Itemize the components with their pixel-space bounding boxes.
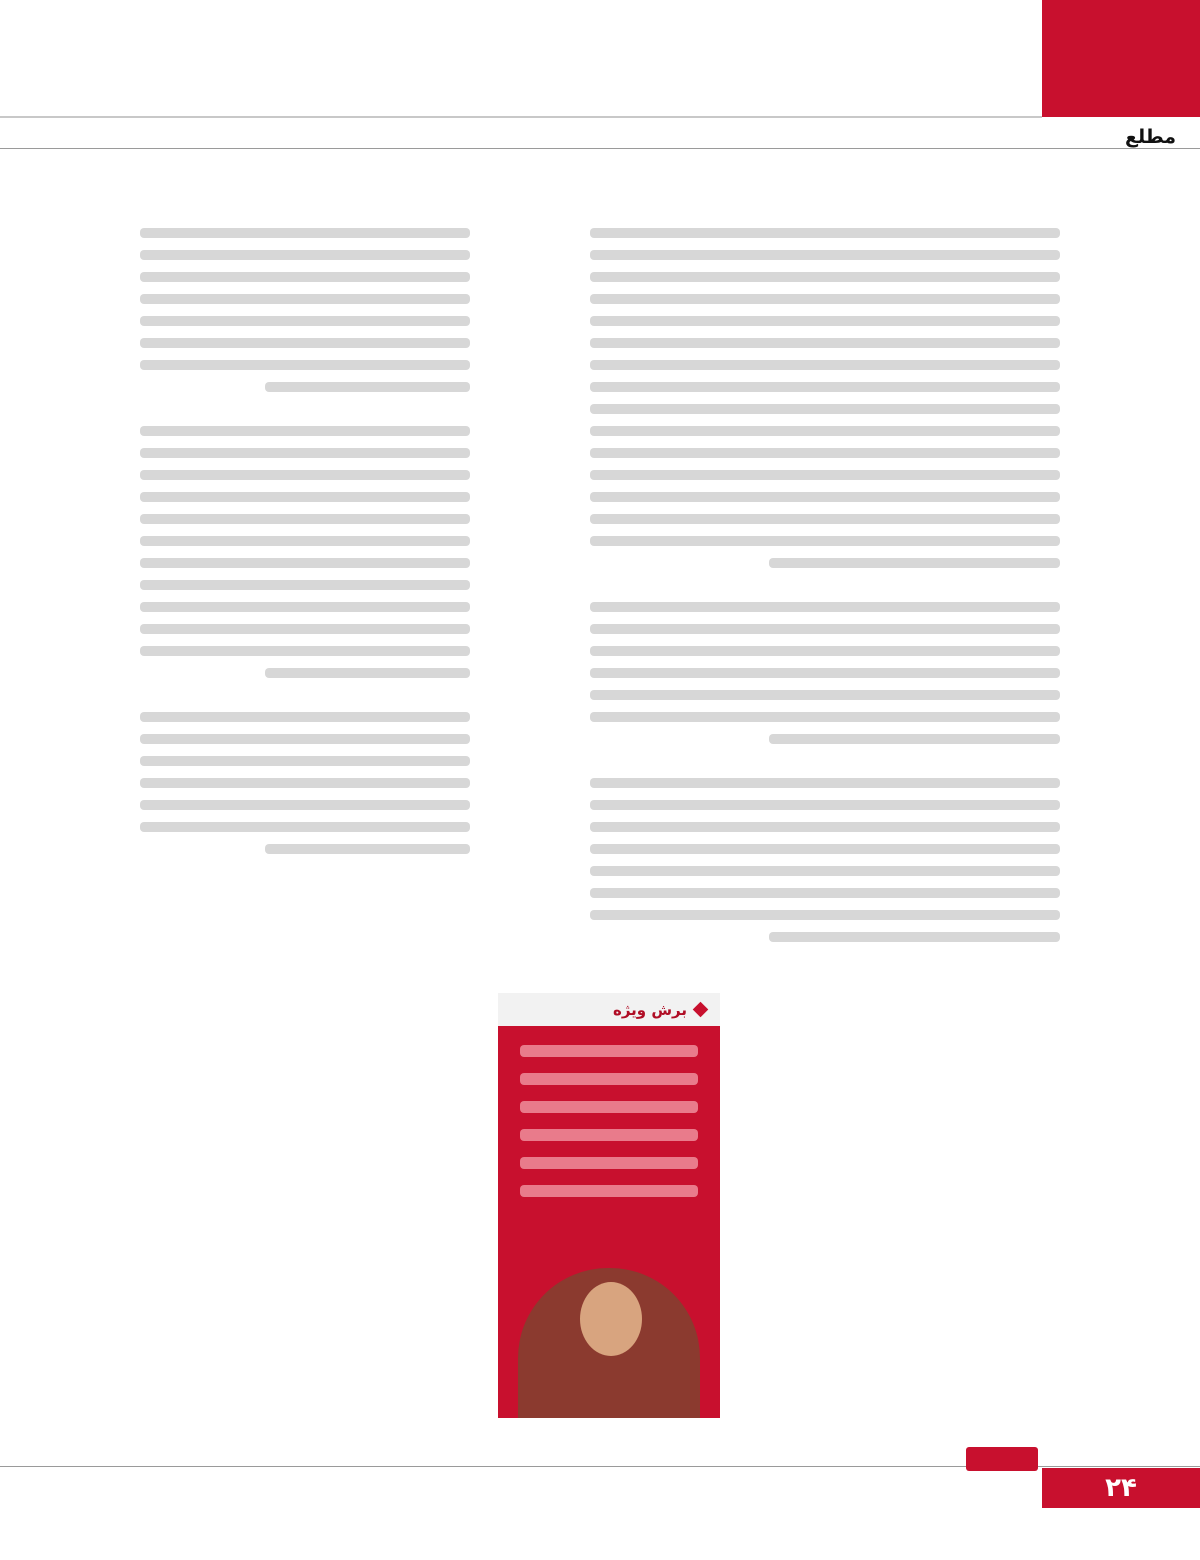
header-accent-block (1042, 0, 1200, 117)
section-divider (0, 148, 1200, 149)
pull-quote-box (498, 993, 720, 1418)
magazine-logo (966, 1447, 1038, 1471)
section-label: مطلع (1124, 126, 1176, 148)
page-number: ۲۴ (1042, 1468, 1200, 1508)
article-column-left (140, 228, 470, 1410)
author-portrait (518, 1268, 700, 1418)
pull-quote-tag: برش ویژه (498, 993, 720, 1026)
header-rule (0, 116, 1042, 118)
pull-quote-text (520, 1045, 698, 1213)
diamond-icon (693, 1002, 709, 1018)
